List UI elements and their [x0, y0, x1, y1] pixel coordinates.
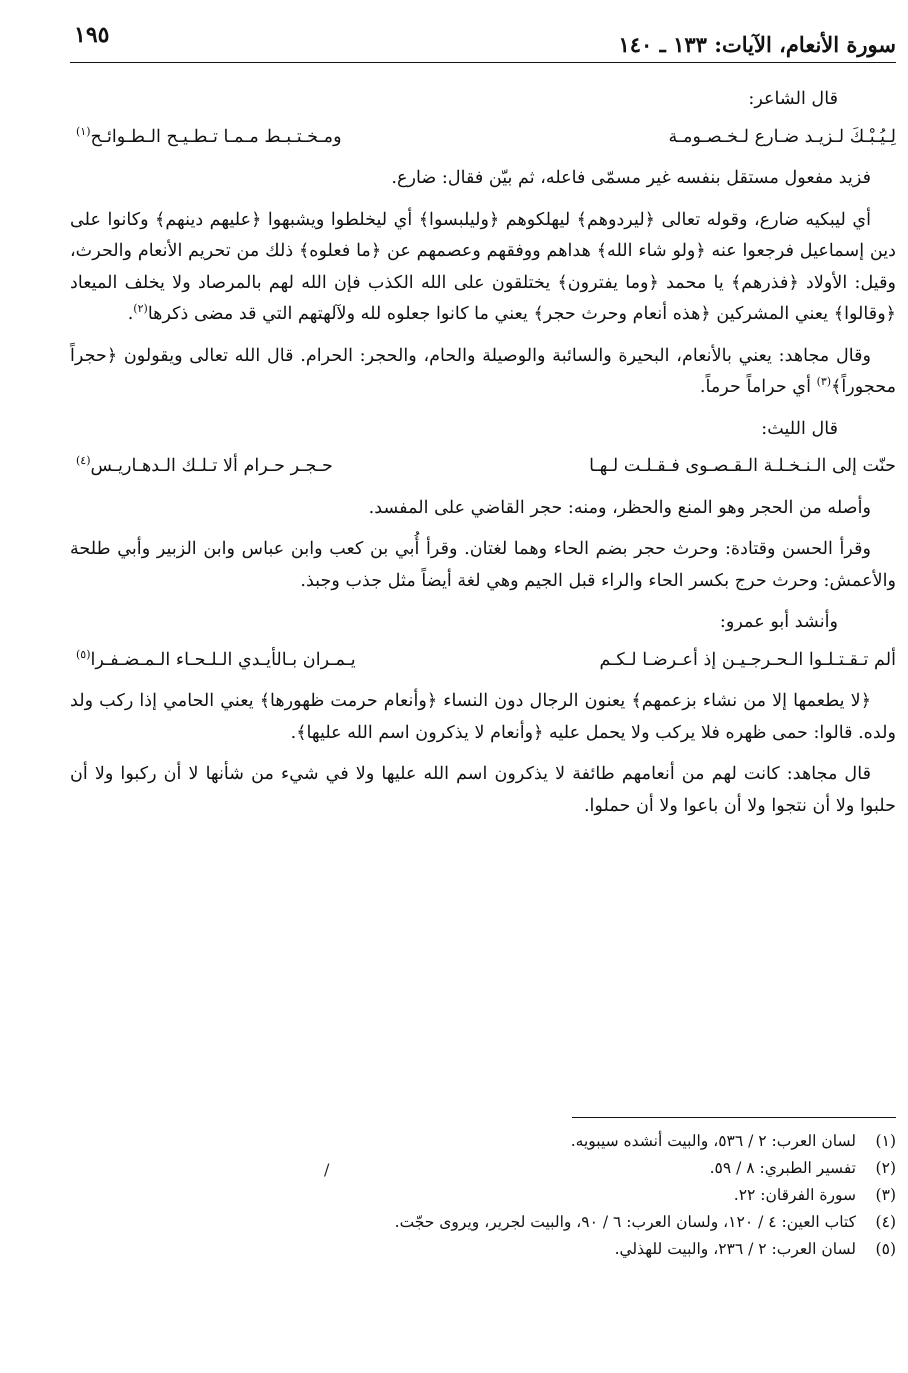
layth-label: قال الليث: — [761, 418, 838, 439]
footnote-text: كتاب العين: ٤ / ١٢٠، ولسان العرب: ٦ / ٩٠، والبيت لجرير، ويروى حجّت. — [394, 1213, 856, 1231]
footnote-ref-1: (١) — [76, 124, 91, 138]
footnote-2 — [76, 1155, 896, 1182]
abuamr-label: وأنشد أبو عمرو: — [719, 612, 838, 632]
footnote-5 — [76, 1236, 896, 1263]
paragraph-2-end: . — [127, 304, 134, 324]
page-header — [70, 18, 896, 63]
paragraph-4: وأصله من الحجر وهو المنع والحظر، ومنه: حجر القاضي على المفسد. — [368, 497, 871, 518]
footnote-1 — [76, 1128, 896, 1155]
footnote-text: تفسير الطبري: ٨ / ٥٩. — [709, 1159, 856, 1177]
footnote-ref-5: (٥) — [76, 647, 91, 661]
paragraph-2 — [70, 205, 896, 331]
verse-2-hemistich-2 — [70, 451, 333, 483]
paragraph-5: وقرأ الحسن وقتادة: وحرث حجر بضم الحاء وهما لغتان. وقرأ أُبي بن كعب وابن عباس وابن الزبير وأبي طلحة والأعمش: وحرث حرج بكسر الحاء والراء قبل الجيم وهي لغة أيضاً مثل جذب وجبذ. — [70, 539, 896, 591]
verse-1 — [70, 122, 896, 154]
verse-3 — [70, 645, 896, 677]
footnotes — [76, 1128, 896, 1263]
footnote-3 — [76, 1182, 896, 1209]
footnote-number: (٥) — [875, 1240, 896, 1258]
footnote-text: لسان العرب: ٢ / ٢٣٦، والبيت للهذلي. — [614, 1240, 856, 1258]
footnote-number: (٤) — [875, 1213, 896, 1231]
footnote-number: (٣) — [875, 1186, 896, 1204]
verse-1-hemistich-1: لِـيُـبْـكَ لـزيـد ضـارع لـخـصـومـة — [668, 126, 896, 147]
paragraph-7: قال مجاهد: كانت لهم من أنعامهم طائفة لا يذكرون اسم الله عليها ولا في شيء من شأنها لا أن ركبوا ولا أن حلبوا ولا أن نتجوا ولا أن باعوا ولا أن حملوا. — [70, 764, 896, 816]
poet-label: قال الشاعر: — [748, 89, 838, 109]
paragraph-6: ﴿لا يطعمها إلا من نشاء بزعمهم﴾ يعنون الرجال دون النساء ﴿وأنعام حرمت ظهورها﴾ يعني الحامي إذا ركب ولد ولده. قالوا: حمى ظهره فلا يركب ولا يحمل عليه ﴿وأنعام لا يذكرون اسم الله عليها﴾. — [70, 691, 896, 743]
page-number: ١٩٥ — [74, 22, 110, 48]
footnote-4 — [76, 1209, 896, 1236]
paragraph-3-end: أي حراماً حرماً. — [699, 377, 817, 397]
verse-2-hemistich-2-text: حـجـر حـرام ألا تـلـك الـدهـاريـس — [90, 456, 333, 476]
paragraph-1: فزيد مفعول مستقل بنفسه غير مسمّى فاعله، ثم بيّن فقال: ضارع. — [391, 168, 871, 188]
paragraph-3 — [70, 341, 896, 404]
footnote-number: (٢) — [875, 1159, 896, 1177]
footnote-text: سورة الفرقان: ٢٢. — [733, 1186, 856, 1204]
footnote-separator — [572, 1117, 896, 1118]
footnote-ref-4: (٤) — [76, 454, 91, 468]
paragraph-2-text: أي ليبكيه ضارع، وقوله تعالى ﴿ليردوهم﴾ ليهلكوهم ﴿وليلبسوا﴾ أي ليخلطوا ويشبهوا ﴿عليهم دينهم﴾ وكانوا على دين إسماعيل فرجعوا عنه ﴿ولو شاء الله﴾ هداهم ووفقهم وعصمهم عن ﴿ما فعلوه﴾ ذلك من تحريم الأنعام والحرث، وقيل: الأولاد ﴿فذرهم﴾ يا محمد ﴿وما يفترون﴾ يختلقون على الله الكذب فإن الله لهم بالمرصاد ولا يخلف الميعاد ﴿وقالوا﴾ يعني المشركين ﴿هذه أنعام وحرث حجر﴾ يعني ما كانوا جعلوه لله ولآلهتهم التي قد مضى ذكرها — [70, 209, 896, 324]
verse-1-hemistich-2 — [70, 122, 342, 154]
running-title: سورة الأنعام، الآيات: ١٣٣ ـ ١٤٠ — [618, 32, 896, 57]
verse-3-hemistich-2 — [70, 645, 356, 677]
footnote-text: لسان العرب: ٢ / ٥٣٦، والبيت أنشده سيبويه. — [570, 1132, 856, 1150]
footnote-number: (١) — [875, 1132, 896, 1150]
verse-3-hemistich-1: ألم تـقـتـلـوا الـحـرجـيـن إذ أعـرضـا لـكـم — [599, 649, 896, 670]
verse-3-hemistich-2-text: يـمـران بـالأيـدي الـلـحـاء الـمـضـفـرا — [90, 649, 356, 670]
main-text — [70, 84, 896, 832]
footnote-ref-3: (٣) — [816, 375, 832, 389]
footnote-ref-2: (٢) — [133, 302, 148, 316]
verse-2-hemistich-1: حنّت إلى الـنـخـلـة الـقـصـوى فـقـلـت لـهـا — [589, 456, 896, 476]
verse-1-hemistich-2-text: ومـخـتـبـط مـمـا تـطـيـح الـطـوائـح — [90, 126, 342, 147]
stray-pen-mark: / — [324, 1160, 330, 1179]
paragraph-3-text: وقال مجاهد: يعني بالأنعام، البحيرة والسائبة والوصيلة والحام، والحجر: الحرام. قال الله تعالى ويقولون ﴿حجراً محجوراً﴾ — [70, 345, 896, 397]
verse-2 — [70, 451, 896, 483]
